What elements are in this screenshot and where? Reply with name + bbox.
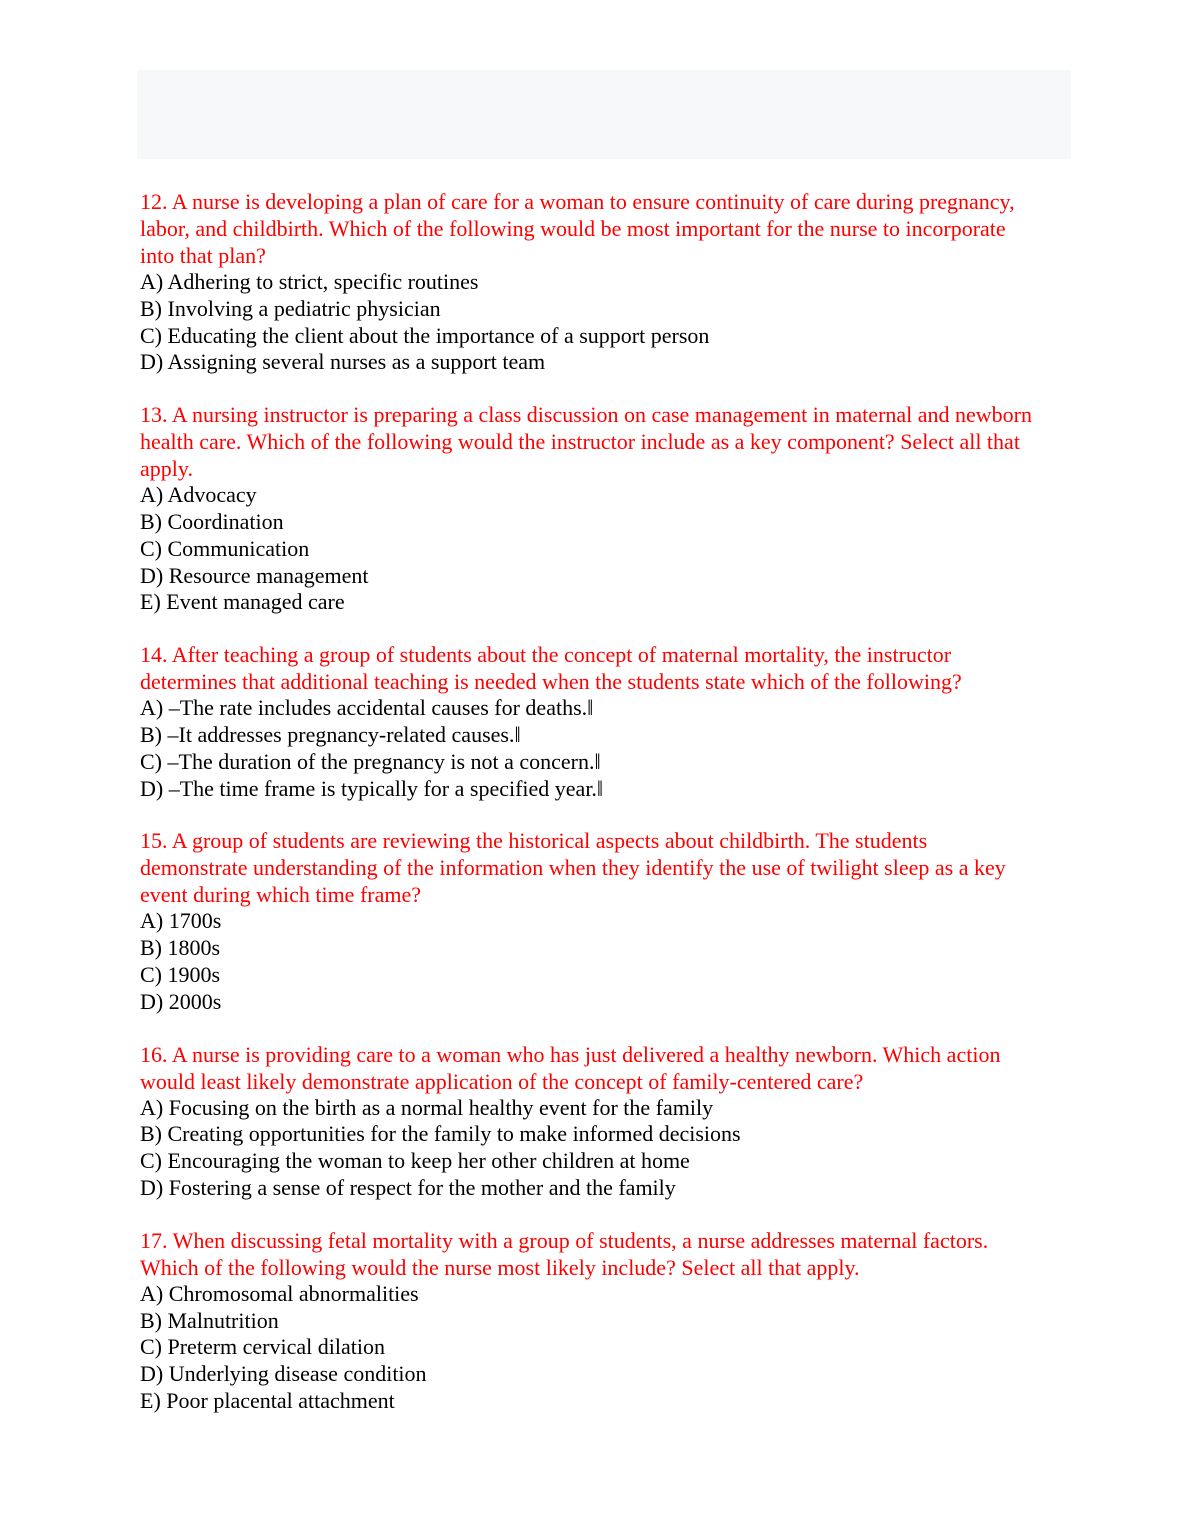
question-stem: 12. A nurse is developing a plan of care for a woman to ensure continuity of care during pregnancy, labor, and childbirth. Which of the following would be most important for the nurse to incorporate into that plan? [140,189,1015,268]
answer-option: A) Chromosomal abnormalities [140,1280,419,1306]
answer-options [140,908,1060,1015]
question-stem: 14. After teaching a group of students about the concept of maternal mortality, the instructor determines that additional teaching is needed when the students state which of the following? [140,642,962,695]
answer-option: A) –The rate includes accidental causes for deaths.‖ [140,695,594,721]
question-12 [140,188,1060,376]
answer-options [140,269,1060,376]
answer-option: D) Fostering a sense of respect for the mother and the family [140,1174,676,1200]
answer-option: D) –The time frame is typically for a specified year.‖ [140,775,604,801]
header-band [137,70,1071,159]
answer-option: A) Advocacy [140,482,257,508]
question-stem: 16. A nurse is providing care to a woman who has just delivered a healthy newborn. Which action would least likely demonstrate application of the concept of family-centered care? [140,1041,1001,1094]
answer-option: C) Communication [140,535,310,561]
question-stem: 15. A group of students are reviewing the historical aspects about childbirth. The students demonstrate understanding of the information when they identify the use of twilight sleep as a key event during which time frame? [140,828,1006,908]
answer-option: D) 2000s [140,988,222,1014]
answer-option: D) Assigning several nurses as a support team [140,349,546,375]
answer-option: E) Poor placental attachment [140,1387,395,1413]
question-17 [140,1227,1060,1415]
answer-option: C) Preterm cervical dilation [140,1334,385,1360]
answer-option: D) Resource management [140,562,369,588]
answer-option: D) Underlying disease condition [140,1361,427,1387]
answer-option: B) –It addresses pregnancy-related causes.‖ [140,721,521,747]
answer-option: E) Event managed care [140,589,345,615]
question-stem: 17. When discussing fetal mortality with a group of students, a nurse addresses maternal factors. Which of the following would the nurse most likely include? Select all that apply. [140,1227,989,1280]
question-stem: 13. A nursing instructor is preparing a class discussion on case management in maternal and newborn health care. Which of the following would the instructor include as a key component? Select all that apply. [140,402,1033,482]
answer-option: C) –The duration of the pregnancy is not a concern.‖ [140,748,601,774]
answer-option: B) Involving a pediatric physician [140,295,441,321]
answer-options [140,1095,1060,1202]
question-14 [140,641,1060,802]
answer-option: A) Adhering to strict, specific routines [140,269,479,294]
answer-option: C) Encouraging the woman to keep her other children at home [140,1148,690,1174]
answer-option: A) Focusing on the birth as a normal healthy event for the family [140,1094,714,1120]
answer-option: B) Coordination [140,508,284,534]
question-13 [140,401,1060,616]
answer-option: B) Creating opportunities for the family to make informed decisions [140,1121,741,1147]
answer-options [140,1281,1060,1415]
answer-option: A) 1700s [140,908,222,934]
question-15 [140,827,1060,1015]
question-list [140,188,1060,1440]
answer-option: C) 1900s [140,961,221,987]
answer-options [140,482,1060,616]
answer-option: B) Malnutrition [140,1307,279,1333]
answer-option: B) 1800s [140,935,221,961]
question-16 [140,1041,1060,1202]
answer-options [140,695,1060,802]
answer-option: C) Educating the client about the importance of a support person [140,322,710,348]
